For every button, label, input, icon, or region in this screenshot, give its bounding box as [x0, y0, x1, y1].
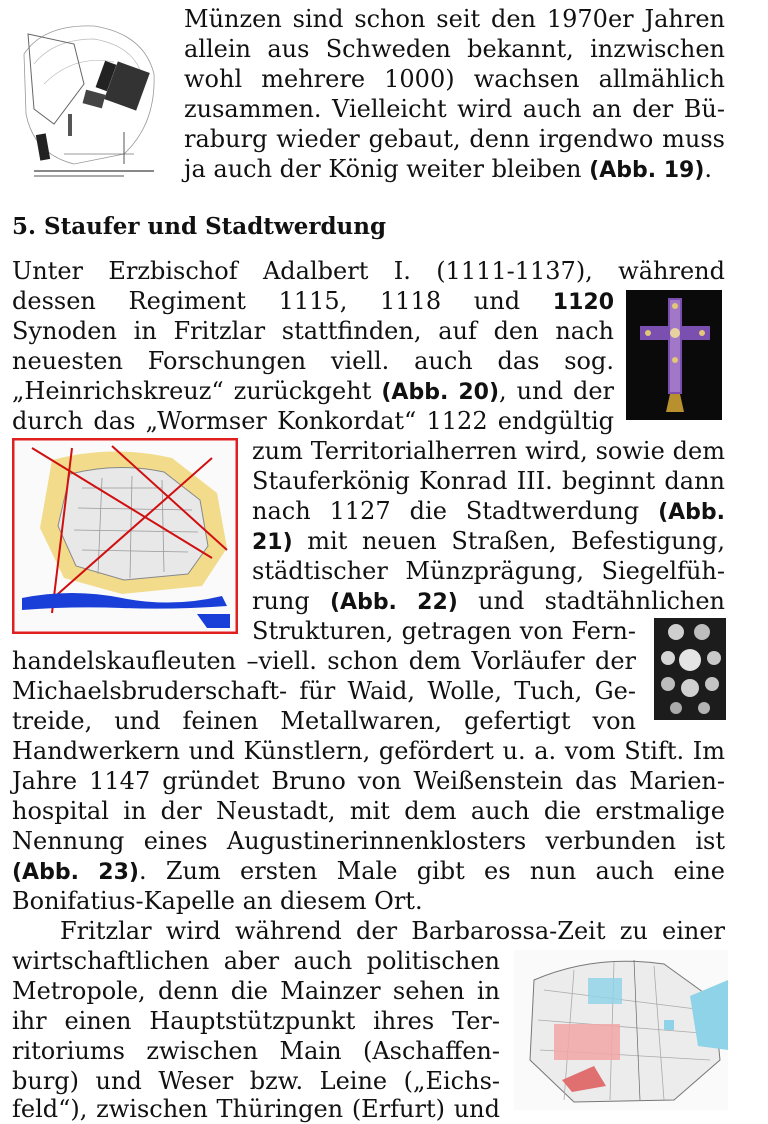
- text-line: neuesten Forschungen viell. auch das sog.: [12, 347, 614, 375]
- text-run: „Heinrichskreuz“ zurückgeht: [12, 377, 382, 405]
- figure-reference: (Abb.: [658, 500, 725, 525]
- text-line: städtischer Münzprägung, Siegelfüh-: [252, 557, 725, 585]
- text-line: Bonifatius-Kapelle an diesem Ort.: [12, 887, 423, 915]
- text-line: Handwerkern und Künstlern, gefördert u. a. vom Stift. Im: [12, 737, 725, 765]
- text-line: zum Territorialherren wird, sowie dem: [252, 437, 725, 465]
- text-line: Unter Erzbischof Adalbert I. (1111-1137), während: [12, 257, 725, 285]
- section-heading: 5. Staufer und Stadtwerdung: [12, 213, 387, 240]
- figure-21-town-map: [12, 438, 238, 634]
- text-run: . Zum ersten Male gibt es nun auch eine: [138, 857, 726, 885]
- text-line: ihr einen Hauptstützpunkt ihres Ter-: [12, 1007, 500, 1035]
- text-line: burg) und Weser bzw. Leine („Eichs-: [12, 1067, 500, 1095]
- text-line: zusammen. Vielleicht wird auch an der Bü-: [184, 95, 725, 123]
- text-run: .: [704, 155, 713, 183]
- text-line: wohl mehrere 1000) wachsen allmählich: [184, 65, 725, 93]
- text-line: Synoden in Fritzlar stattfinden, auf den nach: [12, 317, 614, 345]
- text-line: raburg wieder gebaut, denn irgendwo muss: [184, 125, 725, 153]
- figure-reference: (Abb. 19): [589, 158, 705, 183]
- figure-reference: (Abb. 20): [381, 380, 500, 405]
- text-line: [252, 586, 725, 618]
- text-line: [12, 856, 725, 888]
- text-run: nach 1127 die Stadtwerdung: [252, 497, 659, 525]
- text-line: hospital in der Neustadt, mit dem auch die erstmalige: [12, 797, 725, 825]
- text-line: Fritzlar wird während der Barbarossa-Zeit zu einer: [60, 917, 725, 945]
- text-line: [12, 286, 614, 318]
- text-line: ritoriums zwischen Main (Aschaffen-: [12, 1037, 500, 1065]
- text-line: Michaelsbruderschaft- für Waid, Wolle, Tuch, Ge-: [12, 677, 636, 705]
- text-run: und stadtähnlichen: [457, 587, 725, 615]
- figure-22-coins: [654, 618, 726, 720]
- text-line: [252, 496, 725, 528]
- text-run: mit neuen Straßen, Befestigung,: [292, 527, 725, 555]
- figure-reference: (Abb. 23): [12, 860, 139, 885]
- text-run: dessen Regiment 1115, 1118 und: [12, 287, 553, 315]
- text-line: allein aus Schweden bekannt, inzwischen: [184, 35, 725, 63]
- text-line: Stauferkönig Konrad III. beginnt dann: [252, 467, 725, 495]
- figure-reference: (Abb. 22): [329, 590, 458, 615]
- text-line: Münzen sind schon seit den 1970er Jahren: [184, 5, 725, 33]
- bold-year: 1120: [552, 290, 614, 315]
- figure-20-heinrichskreuz: [626, 290, 722, 420]
- text-run: rung: [252, 587, 330, 615]
- text-line: Metropole, denn die Mainzer sehen in: [12, 977, 500, 1005]
- text-line: [12, 376, 614, 408]
- text-line: [252, 526, 725, 558]
- text-run: ja auch der König weiter bleiben: [184, 155, 590, 183]
- text-line: Jahre 1147 gründet Bruno von Weißenstein das Marien-: [12, 767, 725, 795]
- text-line: Nennung eines Augustinerinnenklosters verbunden ist: [12, 827, 725, 855]
- text-line: handelskaufleuten –viell. schon dem Vorläufer der: [12, 647, 636, 675]
- figure-23-town-plan: [514, 950, 728, 1110]
- text-line: feld“), zwischen Thüringen (Erfurt) und: [12, 1095, 500, 1123]
- figure-19-excavation-plan: [14, 14, 166, 180]
- text-line: treide, und feinen Metallwaren, gefertigt von: [12, 707, 636, 735]
- text-line: Strukturen, getragen von Fern-: [252, 617, 636, 645]
- figure-reference: 21): [252, 530, 293, 555]
- text-line: wirtschaftlichen aber auch politischen: [12, 947, 500, 975]
- text-run: , und der: [499, 377, 615, 405]
- text-line: [184, 154, 712, 186]
- text-line: durch das „Wormser Konkordat“ 1122 endgültig: [12, 407, 614, 435]
